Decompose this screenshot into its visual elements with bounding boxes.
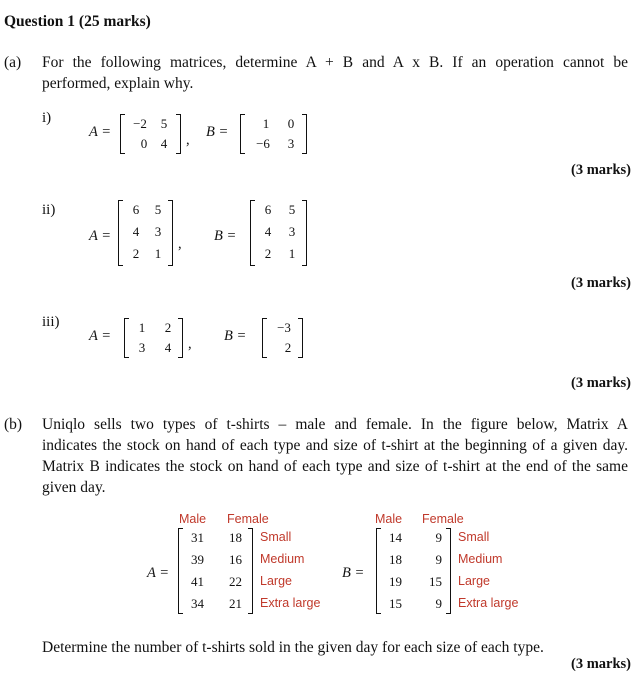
- matrix-cell: 22: [229, 574, 242, 589]
- matrix-cell: −2: [133, 116, 147, 131]
- right-bracket: [176, 114, 181, 154]
- matrix-cell: 4: [164, 340, 172, 355]
- row-label-large: Large: [260, 574, 292, 588]
- right-bracket: [302, 200, 307, 266]
- matrix-cell: 6: [132, 202, 140, 217]
- column-header-female: Female: [422, 512, 464, 526]
- matrix-A-label: A =: [147, 565, 170, 581]
- matrix-cell: 4: [160, 136, 168, 151]
- matrix-cell: 2: [284, 340, 292, 355]
- left-bracket: [262, 318, 267, 358]
- matrix-cell: 3: [154, 224, 162, 239]
- part-b-line2: indicates the stock on hand of each type and size of t-shirt at the beginning of a given day.: [42, 437, 628, 454]
- part-a-line2: performed, explain why.: [42, 75, 194, 92]
- marks-i: (3 marks): [570, 162, 631, 178]
- matrix-B-label: B =: [206, 124, 229, 140]
- matrix-cell: 9: [435, 552, 442, 567]
- matrix-cell: −3: [277, 320, 291, 335]
- part-i-label: i): [42, 110, 52, 126]
- matrix-cell: 6: [264, 202, 272, 217]
- matrix-A-label: A =: [89, 124, 112, 140]
- matrix-cell: 0: [287, 116, 295, 131]
- right-bracket: [446, 528, 451, 614]
- matrix-cell: 1: [138, 320, 146, 335]
- left-bracket: [250, 200, 255, 266]
- matrix-cell: 2: [132, 246, 140, 261]
- part-b-line4: given day.: [42, 479, 106, 496]
- part-iii-label: iii): [42, 314, 60, 330]
- right-bracket: [168, 200, 173, 266]
- matrix-B-label: B =: [224, 328, 247, 344]
- left-bracket: [120, 114, 125, 154]
- row-label-medium: Medium: [458, 552, 503, 566]
- marks-ii: (3 marks): [570, 275, 631, 291]
- matrix-cell: 15: [389, 596, 402, 611]
- matrix-cell: 5: [288, 202, 296, 217]
- matrix-A-label: A =: [89, 328, 112, 344]
- right-bracket: [248, 528, 253, 614]
- matrix-A-label: A =: [89, 228, 112, 244]
- matrix-cell: 2: [164, 320, 172, 335]
- matrix-cell: 15: [429, 574, 442, 589]
- right-bracket: [298, 318, 303, 358]
- matrix-cell: 5: [160, 116, 168, 131]
- matrix-cell: 34: [191, 596, 204, 611]
- part-a-label: (a): [4, 54, 22, 71]
- matrix-cell: 1: [154, 246, 162, 261]
- row-label-medium: Medium: [260, 552, 305, 566]
- left-bracket: [178, 528, 183, 614]
- row-label-small: Small: [260, 530, 292, 544]
- matrix-cell: 4: [132, 224, 140, 239]
- column-header-male: Male: [375, 512, 403, 526]
- left-bracket: [118, 200, 123, 266]
- matrix-cell: 9: [435, 596, 442, 611]
- matrix-cell: 18: [229, 530, 242, 545]
- row-label-extra-large: Extra large: [260, 596, 321, 610]
- part-a-line1: For the following matrices, determine A + B and A x B. If an operation cannot be: [42, 54, 628, 71]
- left-bracket: [240, 114, 245, 154]
- column-header-male: Male: [179, 512, 207, 526]
- row-label-large: Large: [458, 574, 490, 588]
- question-title: Question 1 (25 marks): [4, 13, 151, 30]
- matrix-cell: 1: [288, 246, 296, 261]
- matrix-cell: 19: [389, 574, 402, 589]
- comma: ,: [178, 236, 182, 252]
- matrix-cell: 18: [389, 552, 402, 567]
- matrix-cell: 16: [229, 552, 242, 567]
- matrix-cell: 9: [435, 530, 442, 545]
- matrix-cell: 14: [389, 530, 402, 545]
- left-bracket: [124, 318, 129, 358]
- comma: ,: [186, 132, 190, 148]
- matrix-cell: −6: [256, 136, 270, 151]
- matrix-cell: 41: [191, 574, 204, 589]
- matrix-cell: 3: [138, 340, 146, 355]
- matrix-cell: 2: [264, 246, 272, 261]
- part-b-label: (b): [4, 416, 23, 433]
- matrix-cell: 1: [262, 116, 270, 131]
- matrix-cell: 39: [191, 552, 204, 567]
- matrix-cell: 4: [264, 224, 272, 239]
- part-ii-label: ii): [42, 202, 56, 218]
- right-bracket: [178, 318, 183, 358]
- comma: ,: [188, 336, 192, 352]
- right-bracket: [302, 114, 307, 154]
- marks-iii: (3 marks): [570, 375, 631, 391]
- matrix-cell: 31: [191, 530, 204, 545]
- matrix-B-label: B =: [214, 228, 237, 244]
- matrix-cell: 5: [154, 202, 162, 217]
- left-bracket: [376, 528, 381, 614]
- marks-b: (3 marks): [570, 656, 631, 672]
- matrix-cell: 0: [140, 136, 148, 151]
- part-b-task: Determine the number of t-shirts sold in the given day for each size of each type.: [42, 639, 544, 656]
- part-b-line3: Matrix B indicates the stock on hand of each type and size of t-shirt at the end of the same: [42, 458, 628, 475]
- matrix-cell: 3: [287, 136, 295, 151]
- matrix-cell: 21: [229, 596, 242, 611]
- matrix-cell: 3: [288, 224, 296, 239]
- part-b-line1: Uniqlo sells two types of t-shirts – male and female. In the figure below, Matrix A: [42, 416, 628, 433]
- column-header-female: Female: [227, 512, 269, 526]
- row-label-extra-large: Extra large: [458, 596, 519, 610]
- matrix-B-label: B =: [342, 565, 365, 581]
- row-label-small: Small: [458, 530, 490, 544]
